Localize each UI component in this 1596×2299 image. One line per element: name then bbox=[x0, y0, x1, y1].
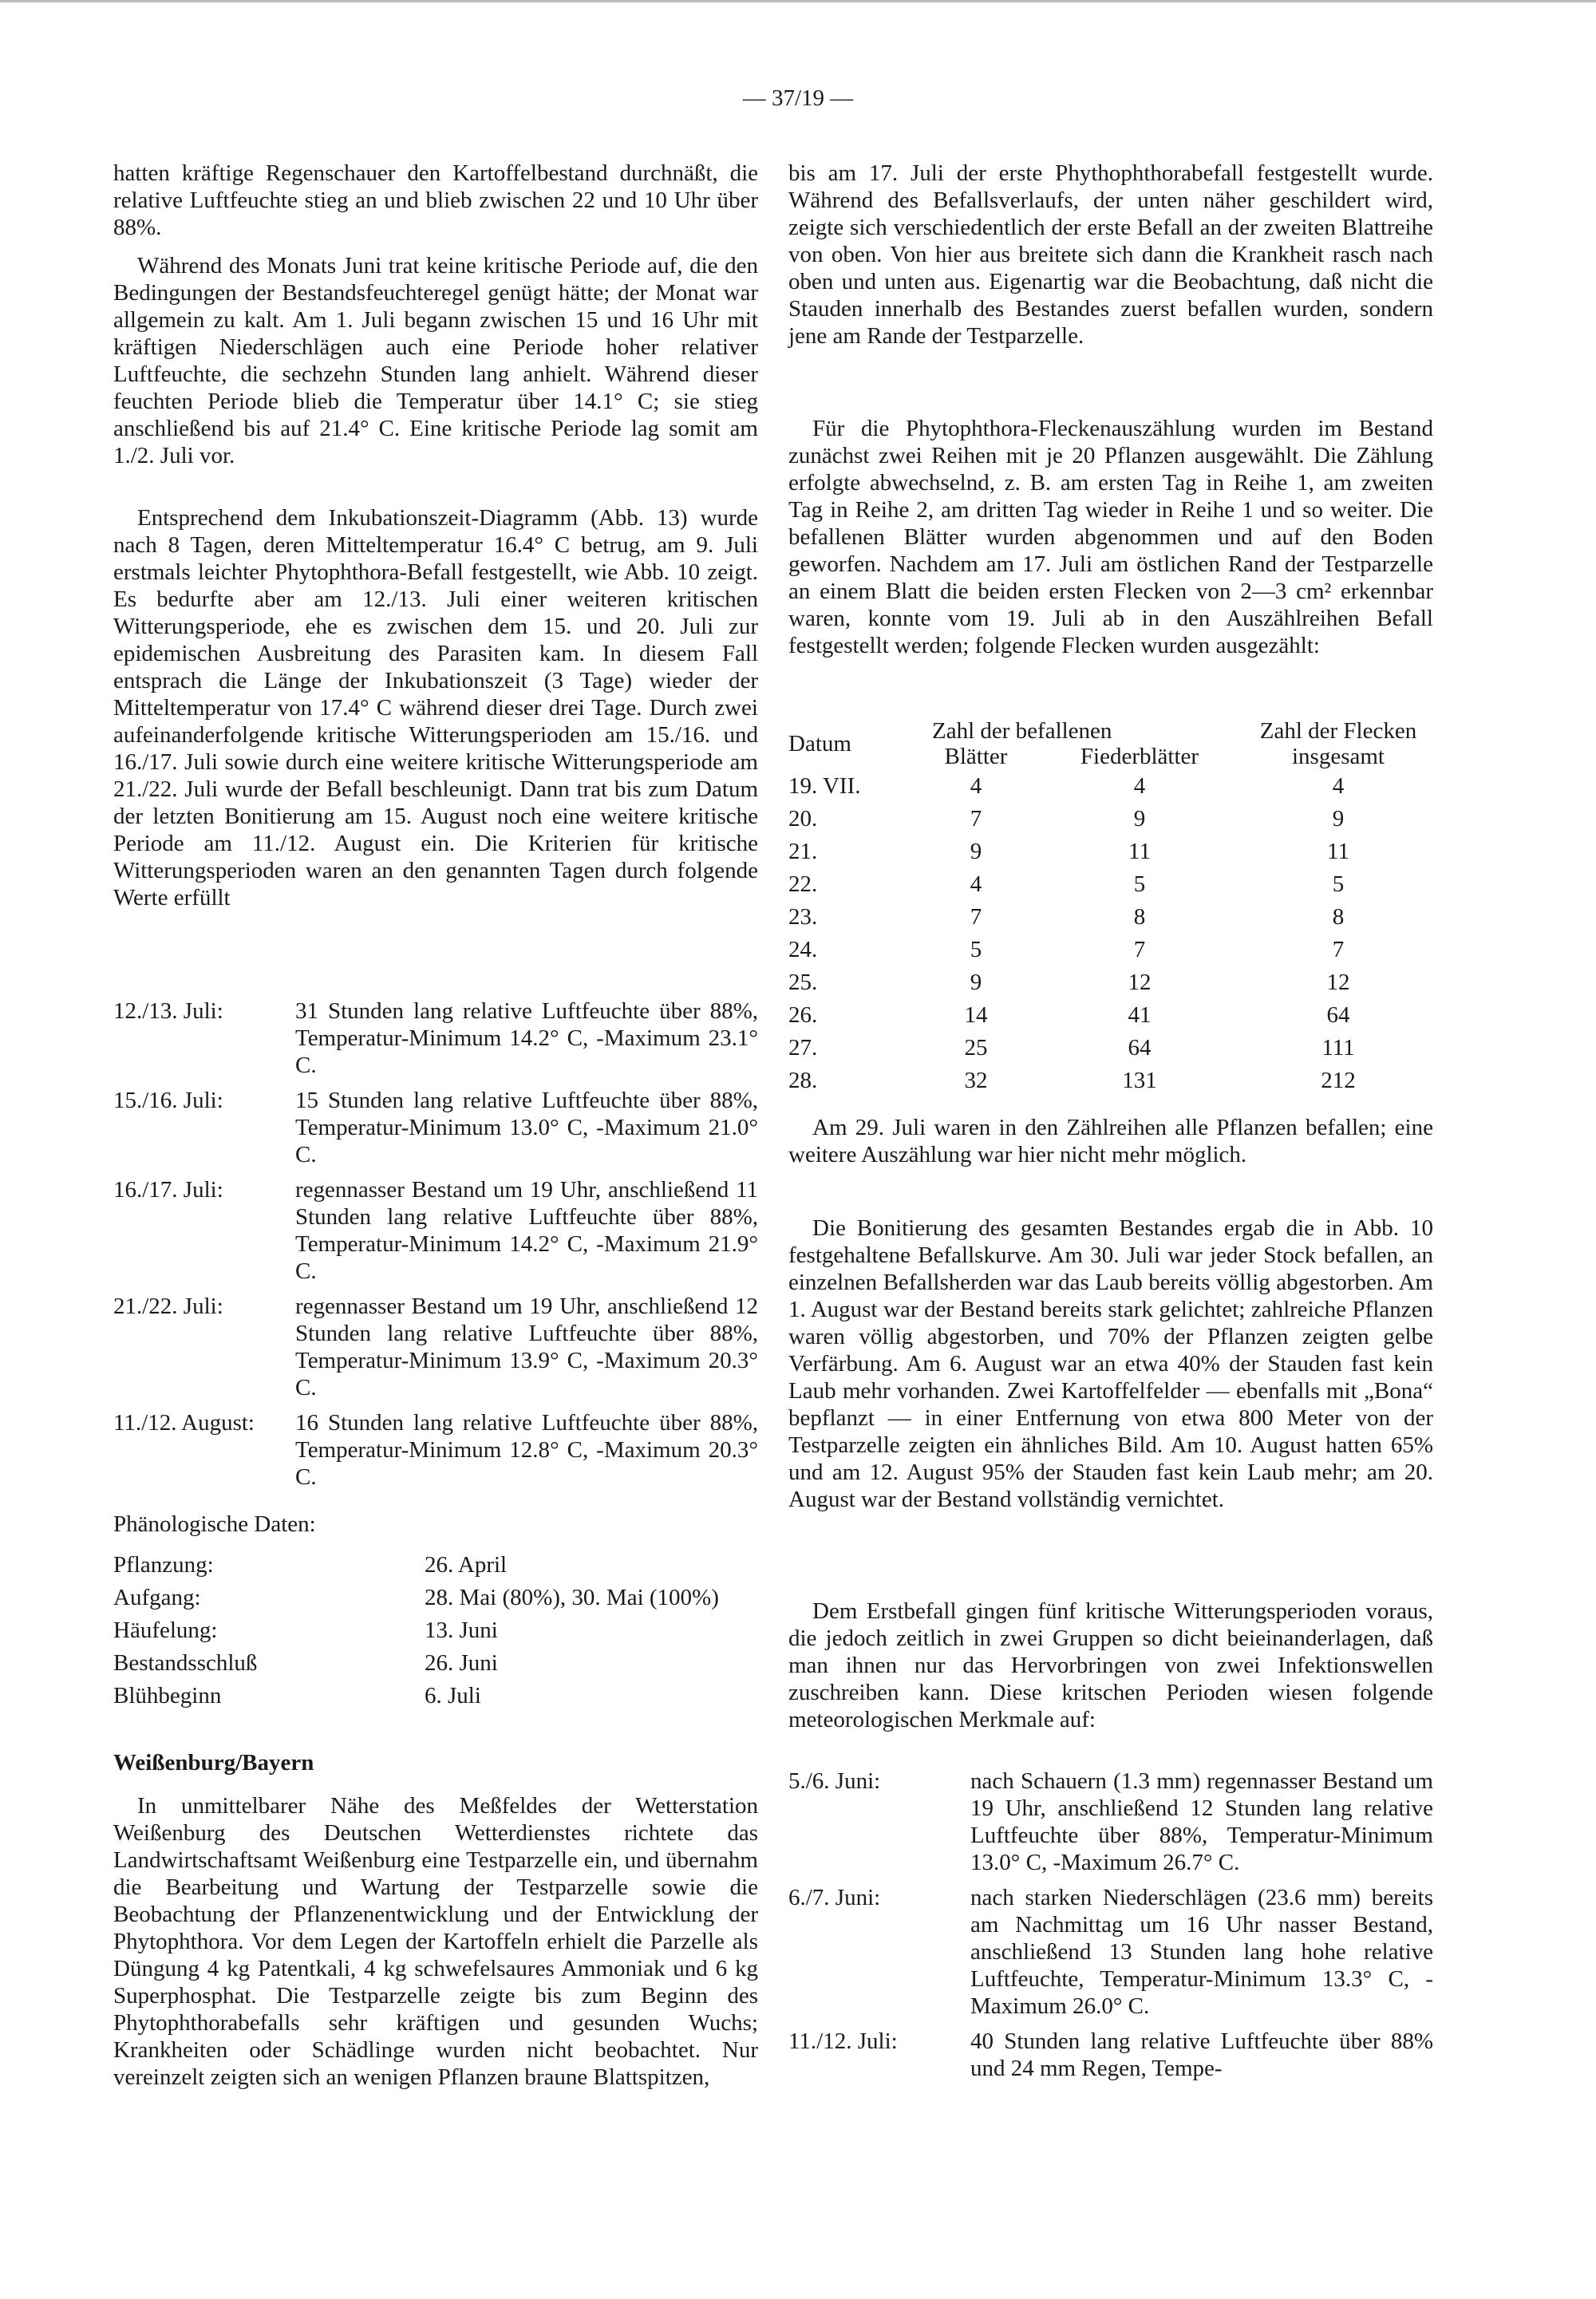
right-paragraph-1 bbox=[788, 160, 1433, 350]
table-cell: 24. bbox=[788, 936, 818, 962]
left-paragraph-3 bbox=[113, 504, 758, 911]
paragraph: Am 29. Juli waren in den Zählreihen alle Pflanzen befallen; eine weitere Auszählung war hier nicht mehr möglich. bbox=[788, 1115, 1433, 1167]
table-cell: 8 bbox=[1133, 903, 1146, 930]
infection-table bbox=[788, 718, 1433, 1096]
criteria-list bbox=[113, 997, 758, 1499]
table-cell: 64 bbox=[1128, 1034, 1152, 1061]
phenology-title: Phänologische Daten: bbox=[113, 1511, 316, 1537]
phenology-row bbox=[113, 1582, 758, 1614]
criteria-date: 12./13. Juli: bbox=[113, 998, 223, 1024]
phenology-row bbox=[113, 1680, 758, 1712]
paragraph: Dem Erstbefall gingen fünf kritische Witterungsperioden voraus, die jedoch zeitlich in zwei Gruppen so dicht beieinanderlagen, daß man ihnen nur das Hervorbringen von zwei Infektionswellen zuschreiben kann. Diese kritschen Perioden wiesen folgende meteorologischen Merkmale auf: bbox=[788, 1598, 1433, 1732]
criteria-date: 16./17. Juli: bbox=[113, 1177, 223, 1203]
right-paragraph-5 bbox=[788, 1598, 1433, 1733]
criteria-date: 6./7. Juni: bbox=[788, 1885, 881, 1910]
table-cell: 64 bbox=[1326, 1001, 1350, 1028]
table-cell: 41 bbox=[1128, 1001, 1152, 1028]
page-number: — 37/19 — bbox=[742, 85, 854, 111]
table-row bbox=[788, 900, 1433, 933]
table-row bbox=[788, 769, 1433, 802]
criteria-item bbox=[788, 1768, 1433, 1876]
table-cell: 8 bbox=[1332, 903, 1345, 930]
phenology-block bbox=[113, 1511, 758, 1712]
phenology-label: Aufgang: bbox=[113, 1585, 201, 1610]
paragraph: Entsprechend dem Inkubationszeit-Diagramm (Abb. 13) wurde nach 8 Tagen, deren Mitteltemperatur 16.4° C betrug, am 9. Juli erstmals leichter Phytophthora-Befall festgestellt, wie Abb. 10 zeigt. Es bedurfte aber am 12./13. Juli einer weiteren kritischen Witterungsperiode, ehe es zwischen dem 15. und 20. Juli zur epidemischen Ausbreitung des Parasiten kam. In diesem Fall entsprach die Länge der Inkubationszeit (3 Tage) wieder der Mitteltemperatur von 17.4° C während dieser drei Tage. Durch zwei aufeinanderfolgende kritische Witterungsperioden am 15./16. und 16./17. Juli sowie durch eine weitere kritische Witterungsperiode am 21./22. Juli wurde der Befall beschleunigt. Dann trat bis zum Datum der letzten Bonitierung am 15. August noch eine weitere kritische Periode am 11./12. August ein. Die Kriterien für kritische Witterungsperioden waren an den genannten Tagen durch folgende Werte erfüllt bbox=[113, 505, 758, 911]
table-row bbox=[788, 966, 1433, 998]
table-cell: 5 bbox=[1332, 871, 1345, 897]
criteria-list bbox=[788, 1768, 1433, 2090]
criteria-item bbox=[113, 1087, 758, 1168]
phenology-value: 26. Juni bbox=[425, 1650, 498, 1676]
table-cell: 22. bbox=[788, 871, 818, 897]
table-cell: 7 bbox=[970, 903, 982, 930]
table-row bbox=[788, 835, 1433, 867]
table-cell: 14 bbox=[964, 1001, 988, 1028]
criteria-date: 21./22. Juli: bbox=[113, 1294, 223, 1319]
criteria-item bbox=[113, 1293, 758, 1401]
table-cell: 27. bbox=[788, 1034, 818, 1061]
criteria-text: regennasser Bestand um 19 Uhr, anschließend 11 Stunden lang relative Luftfeuchte über 88%, Temperatur-Minimum 14.2° C, -Maximum 21.9° C. bbox=[295, 1177, 758, 1284]
left-paragraph-2 bbox=[113, 252, 758, 469]
header-datum: Datum bbox=[788, 731, 851, 756]
table-cell: 9 bbox=[1332, 805, 1345, 832]
table-cell: 11 bbox=[1327, 838, 1349, 864]
criteria-item bbox=[113, 1176, 758, 1285]
table-cell: 11 bbox=[1128, 838, 1151, 864]
paragraph: Die Bonitierung des gesamten Bestandes ergab die in Abb. 10 festgehaltene Befallskurve. Am 30. Juli war jeder Stock befallen, an einzelnen Befallsherden war das Laub bereits völlig abgestorben. Am 1. August war der Bestand bereits stark gelichtet; zahlreiche Pflanzen waren völlig abgestorben, und 70% der Pflanzen zeigten gelbe Verfärbung. Am 6. August war an etwa 40% der Stauden fast kein Laub mehr vorhanden. Zwei Kartoffelfelder — ebenfalls mit „Bona“ bepflanzt — in einer Entfernung von etwa 800 Meter von der Testparzelle zeigten ein ähnliches Bild. Am 10. August hatten 65% und am 12. August 95% der Stauden fast kein Laub mehr; am 20. August war der Bestand vollständig vernichtet. bbox=[788, 1215, 1433, 1512]
criteria-text: regennasser Bestand um 19 Uhr, anschließend 12 Stunden lang relative Luftfeuchte über 88%, Temperatur-Minimum 13.9° C, -Maximum 20.3° C. bbox=[295, 1294, 758, 1400]
table-cell: 28. bbox=[788, 1067, 818, 1093]
right-paragraph-3 bbox=[788, 1114, 1433, 1168]
phenology-row bbox=[113, 1647, 758, 1680]
table-cell: 4 bbox=[1332, 772, 1345, 799]
table-cell: 4 bbox=[970, 772, 982, 799]
table-cell: 7 bbox=[970, 805, 982, 832]
header-insgesamt: insgesamt bbox=[1292, 744, 1385, 769]
table-row bbox=[788, 998, 1433, 1031]
table-cell: 7 bbox=[1133, 936, 1146, 962]
phenology-row bbox=[113, 1549, 758, 1582]
table-cell: 9 bbox=[970, 838, 982, 864]
criteria-item bbox=[788, 1884, 1433, 2020]
criteria-text: 40 Stunden lang relative Luftfeuchte über 88% und 24 mm Regen, Tempe- bbox=[970, 2028, 1433, 2081]
phenology-label: Pflanzung: bbox=[113, 1552, 214, 1578]
table-row bbox=[788, 802, 1433, 835]
header-fiederblaetter: Fiederblätter bbox=[1080, 744, 1199, 769]
header-group: Zahl der befallenen bbox=[932, 718, 1112, 744]
table-cell: 9 bbox=[970, 969, 982, 995]
table-cell: 26. bbox=[788, 1001, 818, 1028]
table-cell: 9 bbox=[1133, 805, 1146, 832]
phenology-label: Bestandsschluß bbox=[113, 1650, 258, 1676]
table-cell: 5 bbox=[970, 936, 982, 962]
table-cell: 5 bbox=[1133, 871, 1146, 897]
criteria-date: 15./16. Juli: bbox=[113, 1088, 223, 1113]
scan-edge bbox=[0, 0, 1596, 2]
table-cell: 20. bbox=[788, 805, 818, 832]
table-cell: 12 bbox=[1326, 969, 1350, 995]
table-row bbox=[788, 1031, 1433, 1064]
table-cell: 25. bbox=[788, 969, 818, 995]
criteria-date: 11./12. Juli: bbox=[788, 2028, 898, 2054]
table-cell: 21. bbox=[788, 838, 818, 864]
phenology-value: 26. April bbox=[425, 1552, 508, 1578]
paragraph: hatten kräftige Regenschauer den Kartoffelbestand durchnäßt, die relative Luftfeuchte stieg an und blieb zwischen 22 und 10 Uhr über 88%. bbox=[113, 160, 758, 240]
right-paragraph-4 bbox=[788, 1215, 1433, 1513]
header-blaetter: Blätter bbox=[944, 744, 1008, 769]
table-row bbox=[788, 933, 1433, 966]
criteria-text: 16 Stunden lang relative Luftfeuchte über 88%, Temperatur-Minimum 12.8° C, -Maximum 20.3° C. bbox=[295, 1410, 758, 1490]
table-cell: 111 bbox=[1321, 1034, 1355, 1061]
phenology-label: Häufelung: bbox=[113, 1618, 218, 1643]
criteria-text: 31 Stunden lang relative Luftfeuchte über 88%, Temperatur-Minimum 14.2° C, -Maximum 23.1° C. bbox=[295, 998, 758, 1078]
criteria-text: 15 Stunden lang relative Luftfeuchte über 88%, Temperatur-Minimum 13.0° C, -Maximum 21.0° C. bbox=[295, 1088, 758, 1167]
table-cell: 12 bbox=[1128, 969, 1152, 995]
table-row bbox=[788, 1064, 1433, 1096]
table-cell: 4 bbox=[1133, 772, 1146, 799]
table-cell: 7 bbox=[1332, 936, 1345, 962]
table-cell: 131 bbox=[1122, 1067, 1157, 1093]
phenology-label: Blühbeginn bbox=[113, 1683, 222, 1708]
criteria-item bbox=[113, 1409, 758, 1491]
phenology-value: 6. Juli bbox=[425, 1683, 481, 1708]
phenology-value: 13. Juni bbox=[425, 1618, 498, 1643]
table-cell: 32 bbox=[964, 1067, 988, 1093]
table-cell: 19. VII. bbox=[788, 772, 861, 799]
criteria-item bbox=[113, 997, 758, 1079]
right-paragraph-2 bbox=[788, 415, 1433, 659]
paragraph: In unmittelbarer Nähe des Meßfeldes der Wetterstation Weißenburg des Deutschen Wetterdienstes richtete das Landwirtschaftsamt Weißenburg eine Testparzelle ein, und übernahm die Bearbeitung und Wartung der Testparzelle sowie die Beobachtung der Pflanzenentwicklung und der Entwicklung der Phytophthora. Vor dem Legen der Kartoffeln erhielt die Parzelle als Düngung 4 kg Patentkali, 4 kg schwefelsaures Ammoniak und 6 kg Superphosphat. Die Testparzelle zeigte bis zum Beginn des Phytophthorabefalls sehr kräftigen und gesunden Wuchs; Krankheiten oder Schädlinge wurden nicht beobachtet. Nur vereinzelt zeigten sich an wenigen Pflanzen braune Blattspitzen, bbox=[113, 1793, 758, 2090]
criteria-item bbox=[788, 2028, 1433, 2082]
criteria-date: 5./6. Juni: bbox=[788, 1768, 881, 1794]
paragraph: bis am 17. Juli der erste Phythophthorabefall festgestellt wurde. Während des Befallsverlaufs, der unten näher geschildert wird, zeigte sich verschiedentlich der erste Befall an der zweiten Blattreihe von oben. Von hier aus breitete sich dann die Krankheit rasch nach oben und unten aus. Eigenartig war die Beobachtung, daß nicht die Stauden innerhalb des Bestandes zuerst befallen wurden, sondern jene am Rande der Testparzelle. bbox=[788, 160, 1433, 349]
table-cell: 4 bbox=[970, 871, 982, 897]
phenology-row bbox=[113, 1614, 758, 1647]
section-weissenburg bbox=[113, 1749, 758, 2091]
table-cell: 212 bbox=[1321, 1067, 1356, 1093]
criteria-date: 11./12. August: bbox=[113, 1410, 255, 1436]
phenology-value: 28. Mai (80%), 30. Mai (100%) bbox=[425, 1585, 719, 1610]
paragraph: Während des Monats Juni trat keine kritische Periode auf, die den Bedingungen der Bestandsfeuchteregel genügt hätte; der Monat war allgemein zu kalt. Am 1. Juli begann zwischen 15 und 16 Uhr mit kräftigen Niederschlägen auch eine Periode hoher relativer Luftfeuchte, die sechzehn Stunden lang anhielt. Während dieser feuchten Periode blieb die Temperatur über 14.1° C; sie stieg anschließend bis auf 21.4° C. Eine kritische Periode lag somit am 1./2. Juli vor. bbox=[113, 253, 758, 468]
table-cell: 23. bbox=[788, 903, 818, 930]
table-row bbox=[788, 867, 1433, 900]
paragraph: Für die Phytophthora-Fleckenauszählung wurden im Bestand zunächst zwei Reihen mit je 20 Pflanzen ausgewählt. Die Zählung erfolgte abwechselnd, z. B. am ersten Tag in Reihe 1, am zweiten Tag in Reihe 2, am dritten Tag wieder in Reihe 1 und so weiter. Die befallenen Blätter wurden abgenommen und auf den Boden geworfen. Nachdem am 17. Juli am östlichen Rand der Testparzelle an einem Blatt die beiden ersten Flecken von 2—3 cm² erkennbar waren, konnte vom 19. Juli ab in den Auszählreihen Befall festgestellt werden; folgende Flecken wurden ausgezählt: bbox=[788, 416, 1433, 658]
criteria-text: nach starken Niederschlägen (23.6 mm) bereits am Nachmittag um 16 Uhr nasser Bestand, anschließend 13 Stunden lang hohe relative Luftfeuchte, Temperatur-Minimum 13.3° C, -Maximum 26.0° C. bbox=[970, 1885, 1433, 2019]
left-paragraph-1 bbox=[113, 160, 758, 241]
section-heading: Weißenburg/Bayern bbox=[113, 1750, 314, 1776]
criteria-text: nach Schauern (1.3 mm) regennasser Bestand um 19 Uhr, anschließend 12 Stunden lang relative Luftfeuchte über 88%, Temperatur-Minimum 13.0° C, -Maximum 26.7° C. bbox=[970, 1768, 1433, 1875]
header-flecken: Zahl der Flecken bbox=[1259, 718, 1417, 744]
table-cell: 25 bbox=[964, 1034, 988, 1061]
